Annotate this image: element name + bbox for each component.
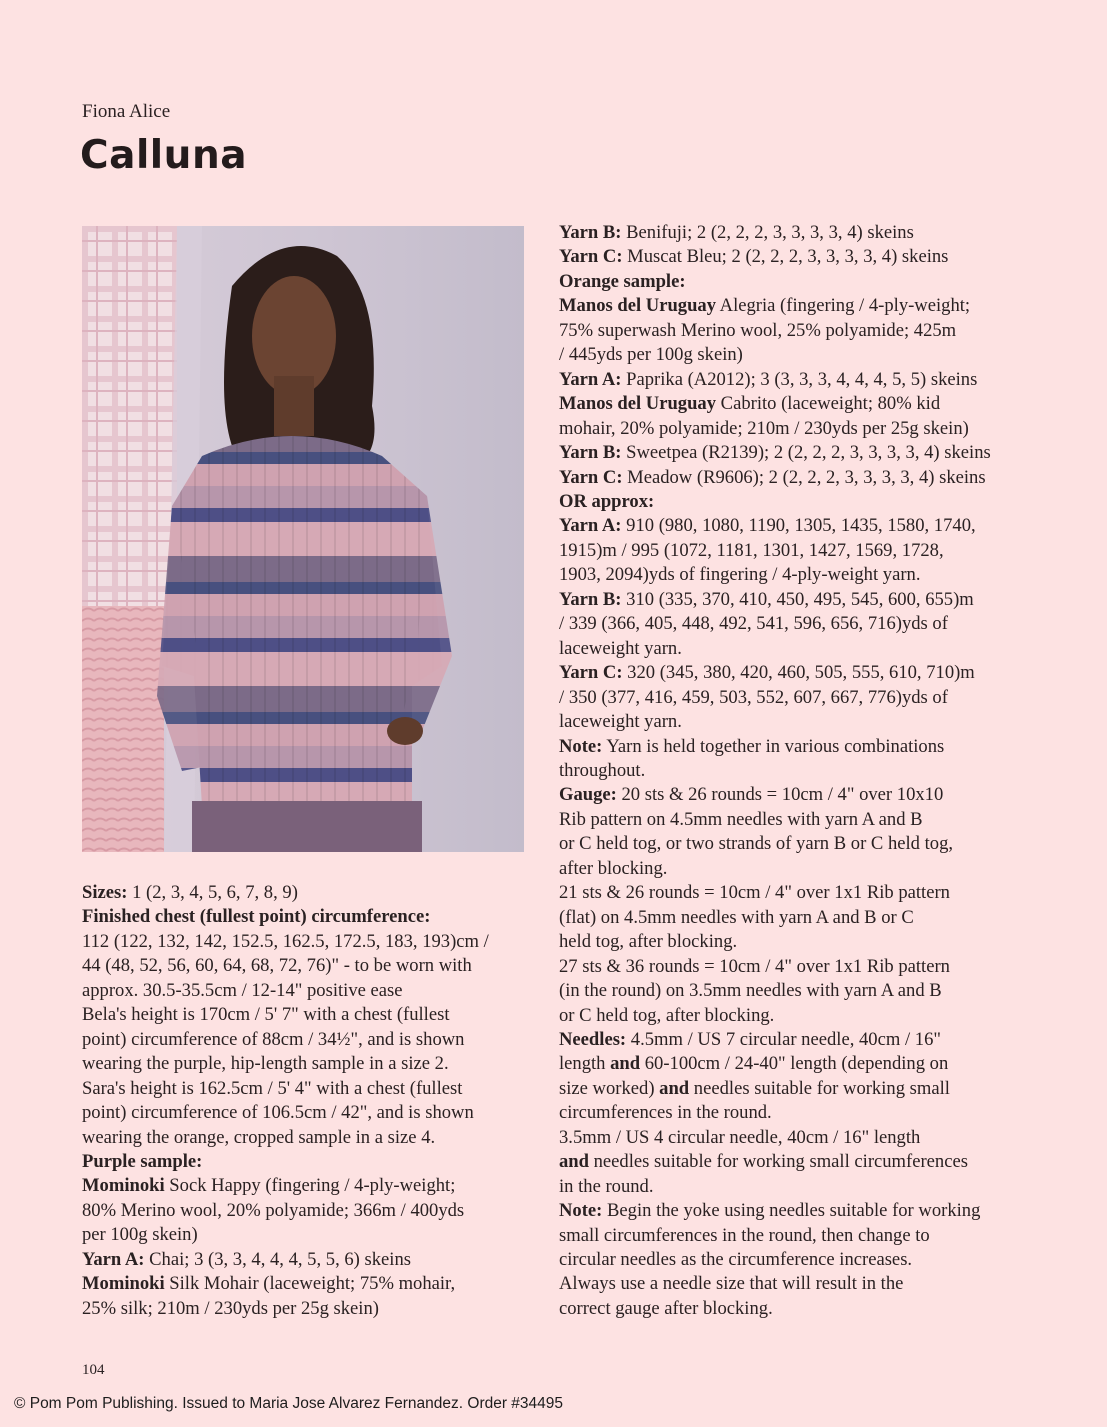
sizes-label: Sizes: [82,882,128,903]
gauge-line: after blocking. [559,857,668,879]
model-photo [82,226,524,852]
sizes-line [82,881,522,905]
chest-line: approx. 30.5-35.5cm / 12-14" positive ease [82,979,403,1001]
sara-line: point) circumference of 106.5cm / 42", and is shown [82,1102,474,1124]
orange-yarn-c-line: Yarn C: Meadow (R9606); 2 (2, 2, 2, 3, 3, 3, 3, 4) skeins [559,466,986,488]
needles-line: Needles: 4.5mm / US 7 circular needle, 40cm / 16" [559,1028,941,1050]
manos-line: mohair, 20% polyamide; 210m / 230yds per 25g skein) [559,417,969,439]
approx-yarn-b-line: / 339 (366, 405, 448, 492, 541, 596, 656, 716)yds of [559,613,948,635]
note-line: correct gauge after blocking. [559,1297,773,1319]
gauge-line: 21 sts & 26 rounds = 10cm / 4" over 1x1 Rib pattern [559,882,950,904]
needles-line: in the round. [559,1175,654,1197]
gauge-line: (in the round) on 3.5mm needles with yarn A and B [559,980,942,1002]
gauge-line: 27 sts & 36 rounds = 10cm / 4" over 1x1 Rib pattern [559,955,950,977]
page-title: Calluna [80,133,248,178]
mominoki-line: Mominoki Sock Happy (fingering / 4-ply-weight; [82,1175,456,1197]
needles-line: circumferences in the round. [559,1102,772,1124]
note-line: circular needles as the circumference increases. [559,1249,913,1271]
note-line: Note: Begin the yoke using needles suitable for working [559,1200,981,1222]
manos-line: Manos del Uruguay Cabrito (laceweight; 80% kid [559,393,941,415]
sizes-value: 1 (2, 3, 4, 5, 6, 7, 8, 9) [127,882,298,903]
yarn-a-line: Yarn A: Chai; 3 (3, 3, 4, 4, 4, 5, 5, 6) skeins [82,1248,411,1270]
mominoki-line: 25% silk; 210m / 230yds per 25g skein) [82,1297,379,1319]
sara-line: wearing the orange, cropped sample in a size 4. [82,1126,436,1148]
yarn-b-line: Yarn B: Benifuji; 2 (2, 2, 2, 3, 3, 3, 3, 4) skeins [559,222,914,243]
author-name: Fiona Alice [82,101,171,122]
copyright-footer: © Pom Pom Publishing. Issued to Maria Jose Alvarez Fernandez. Order #34495 [14,1395,564,1412]
mominoki-line: per 100g skein) [82,1224,198,1246]
needles-line: size worked) and needles suitable for working small [559,1077,950,1099]
approx-yarn-a-line: 1903, 2094)yds of fingering / 4-ply-weight yarn. [559,564,921,586]
orange-yarn-b-line: Yarn B: Sweetpea (R2139); 2 (2, 2, 2, 3, 3, 3, 3, 4) skeins [559,442,991,464]
gauge-line: or C held tog, or two strands of yarn B or C held tog, [559,833,954,855]
approx-yarn-b-line: Yarn B: 310 (335, 370, 410, 450, 495, 545, 600, 655)m [559,588,974,610]
note-line: Always use a needle size that will result in the [559,1273,904,1295]
note-line: small circumferences in the round, then change to [559,1224,930,1246]
approx-yarn-a-line: 1915)m / 995 (1072, 1181, 1301, 1427, 1569, 1728, [559,539,944,561]
approx-yarn-c-line: / 350 (377, 416, 459, 503, 552, 607, 667, 776)yds of [559,686,948,708]
sara-line: Sara's height is 162.5cm / 5' 4" with a chest (fullest [82,1077,463,1099]
bela-line: wearing the purple, hip-length sample in a size 2. [82,1053,449,1075]
needles-line: length and 60-100cm / 24-40" length (depending on [559,1053,949,1075]
purple-sample-heading: Purple sample: [82,1150,203,1172]
left-column [82,881,522,1321]
approx-yarn-b-line: laceweight yarn. [559,637,682,659]
orange-yarn-a-line: Yarn A: Paprika (A2012); 3 (3, 3, 3, 4, 4, 4, 5, 5) skeins [559,368,978,390]
or-approx-heading: OR approx: [559,490,655,512]
chest-line: 44 (48, 52, 56, 60, 64, 68, 72, 76)" - to be worn with [82,955,472,977]
gauge-line: held tog, after blocking. [559,931,738,953]
note-line: throughout. [559,759,646,781]
gauge-line: Rib pattern on 4.5mm needles with yarn A and B [559,808,923,830]
approx-yarn-c-line: laceweight yarn. [559,711,682,733]
gauge-line: (flat) on 4.5mm needles with yarn A and B or C [559,906,914,928]
manos-line: Manos del Uruguay Alegria (fingering / 4-ply-weight; [559,295,971,317]
approx-yarn-a-line: Yarn A: 910 (980, 1080, 1190, 1305, 1435, 1580, 1740, [559,515,976,537]
chest-heading: Finished chest (fullest point) circumference: [82,906,431,928]
right-column [559,221,1005,1321]
orange-sample-heading: Orange sample: [559,270,686,292]
chest-line: 112 (122, 132, 142, 152.5, 162.5, 172.5, 183, 193)cm / [82,930,489,952]
manos-line: / 445yds per 100g skein) [559,344,743,366]
needles-line: 3.5mm / US 4 circular needle, 40cm / 16" length [559,1126,921,1148]
needles-line: and needles suitable for working small circumferences [559,1151,968,1173]
bela-line: point) circumference of 88cm / 34½", and is shown [82,1028,465,1050]
bela-line: Bela's height is 170cm / 5' 7" with a chest (fullest [82,1004,450,1026]
approx-yarn-c-line: Yarn C: 320 (345, 380, 420, 460, 505, 555, 610, 710)m [559,662,975,684]
note-line: Note: Yarn is held together in various combinations [559,735,945,757]
manos-line: 75% superwash Merino wool, 25% polyamide; 425m [559,319,957,341]
mominoki-line: Mominoki Silk Mohair (laceweight; 75% mohair, [82,1273,456,1295]
gauge-line: or C held tog, after blocking. [559,1004,775,1026]
gauge-line: Gauge: 20 sts & 26 rounds = 10cm / 4" over 10x10 [559,784,944,806]
mominoki-line: 80% Merino wool, 20% polyamide; 366m / 400yds [82,1199,465,1221]
page-number: 104 [82,1362,105,1378]
yarn-c-line: Yarn C: Muscat Bleu; 2 (2, 2, 2, 3, 3, 3, 3, 4) skeins [559,246,949,268]
